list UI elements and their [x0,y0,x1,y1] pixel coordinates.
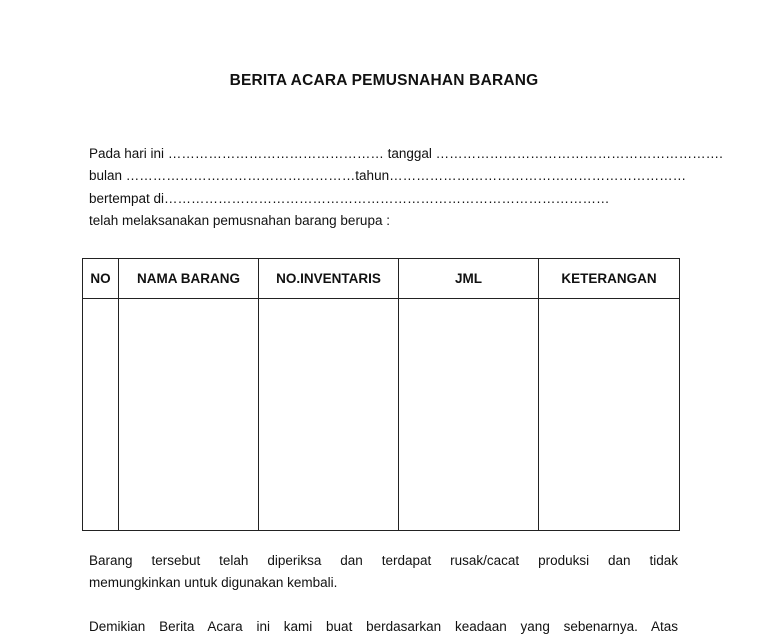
closing-line-3: Demikian Berita Acara ini kami buat berdasarkan keadaan yang sebenarnya. Atas [89,619,678,634]
place-fill-dots: ……………………………………………………………………………………… [164,191,610,206]
closing-line-2: memungkinkan untuk digunakan kembali. [89,575,338,590]
document-title: BERITA ACARA PEMUSNAHAN BARANG [229,72,539,89]
month-fill-dots: …………………………………………… [125,168,356,183]
date-fill-dots: ………………………………………………………. [435,146,723,161]
year-fill-dots: ………………………………………………………… [389,168,687,183]
cell-no-inventaris[interactable] [259,299,399,531]
cell-nama-barang[interactable] [119,299,259,531]
intro-line-4: telah melaksanakan pemusnahan barang berupa : [89,213,390,228]
intro-day-label: Pada hari ini [89,146,168,161]
header-jml: JML [399,259,539,299]
intro-line-1 [89,145,723,163]
cell-no[interactable] [83,299,119,531]
intro-line-2 [89,167,687,185]
day-fill-dots: ………………………………………… [167,146,384,161]
table-header-row [83,259,680,299]
intro-line-3 [89,190,678,208]
intro-month-label: bulan [89,168,126,183]
header-no-inventaris: NO.INVENTARIS [259,259,399,299]
cell-jml[interactable] [399,299,539,531]
intro-date-label: tanggal [383,146,436,161]
table-row [83,299,680,531]
header-keterangan: KETERANGAN [539,259,680,299]
header-no: NO [83,259,119,299]
intro-place-label: bertempat di [89,191,165,206]
cell-keterangan[interactable] [539,299,680,531]
closing-line-1: Barang tersebut telah diperiksa dan terdapat rusak/cacat produksi dan tidak [89,553,678,568]
intro-year-label: tahun [355,168,390,183]
header-nama-barang: NAMA BARANG [119,259,259,299]
items-table [82,258,680,531]
